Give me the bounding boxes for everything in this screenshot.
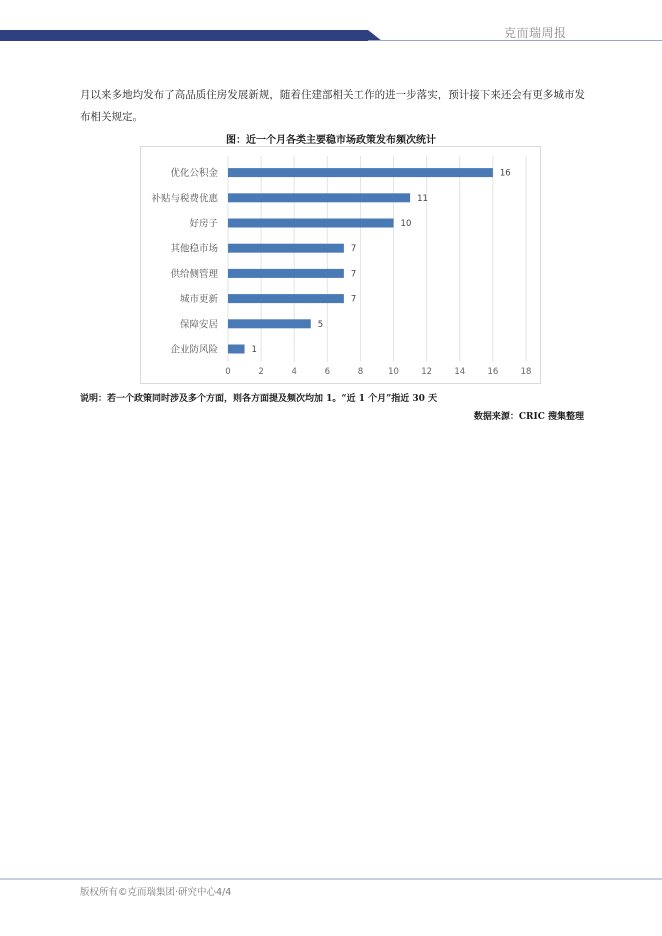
x-tick-label: 14 [454,367,466,377]
footer-copyright: 版权所有©克而瑞集团·研究中心4/4 [80,887,232,898]
x-tick-label: 10 [388,367,399,377]
data-label: 1 [251,345,257,355]
bar [228,294,344,303]
header-bar [0,30,662,44]
bar [228,168,493,177]
category-label: 优化公积金 [170,168,218,180]
x-tick-label: 8 [357,367,364,377]
category-label: 好房子 [189,218,218,230]
x-tick-label: 18 [520,367,532,377]
bar [228,193,410,202]
bar [228,269,344,278]
category-label: 保障安居 [179,319,218,331]
figure-title: 图：近一个月各类主要稳市场政策发布频次统计 [226,135,436,146]
header-bar-dark [0,30,382,41]
data-label: 10 [400,219,412,229]
figure-source: 数据来源：CRIC 搜集整理 [473,412,584,422]
body-paragraph: 月以来多地均发布了高品质住房发展新规，随着住建部相关工作的进一步落实，预计接下来还会有更多城市发布相关规定。 [80,89,585,123]
category-label: 补贴与税费优惠 [151,193,218,205]
x-tick-label: 0 [225,367,231,377]
data-label: 7 [350,294,357,305]
data-label: 7 [350,244,357,255]
x-tick-label: 6 [324,367,331,377]
bar [228,319,311,328]
data-label: 11 [417,193,428,204]
data-label: 16 [499,168,511,179]
category-label: 其他稳市场 [170,243,218,255]
data-label: 7 [350,269,357,280]
footer-line [0,878,662,880]
bar [228,244,344,253]
x-tick-label: 16 [487,367,499,377]
policy-frequency-bar-chart [140,146,541,384]
x-tick-label: 12 [421,367,433,377]
data-label: 5 [317,319,324,330]
header-brand: 克而瑞周报 [504,26,567,40]
category-label: 城市更新 [179,294,218,306]
figure-note: 说明：若一个政策同时涉及多个方面，则各方面提及频次均加 1。“近 1 个月”指近 30 天 [80,394,438,404]
x-tick-label: 4 [291,367,297,377]
bar [228,345,245,354]
x-tick-label: 2 [258,367,264,377]
bar [228,219,394,228]
category-label: 供给侧管理 [170,268,218,280]
category-label: 企业防风险 [170,344,218,356]
